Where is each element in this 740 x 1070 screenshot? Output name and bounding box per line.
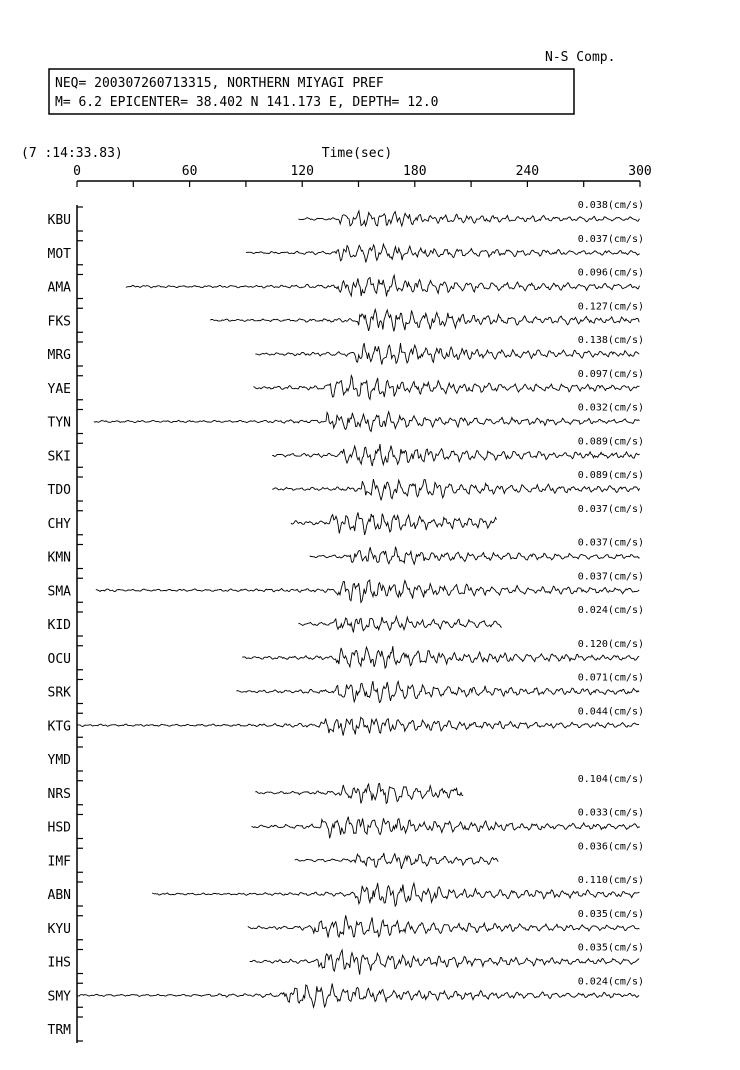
amplitude-label: 0.035(cm/s) [577,908,644,920]
trace-nrs [48,774,644,805]
station-label: NRS [47,786,71,802]
trace-hsd [48,808,644,839]
waveform [252,817,640,839]
trace-srk [48,673,644,704]
trace-kyu [48,909,644,940]
station-label: TRM [47,1023,71,1038]
trace-kmn [48,538,644,569]
waveform [94,412,640,432]
component-label: N-S Comp. [545,50,616,65]
trace-abn [48,875,644,906]
time-axis [73,164,652,1043]
trace-tyn [48,403,644,434]
station-label: KID [47,618,71,633]
x-axis-label: Time(sec) [321,146,393,161]
waveform [250,950,639,975]
trace-ihs [48,943,644,975]
x-tick-label: 240 [515,164,540,179]
station-label: YMD [47,753,71,768]
amplitude-label: 0.089(cm/s) [577,470,644,481]
amplitude-label: 0.071(cm/s) [577,672,644,684]
waveform [246,244,640,262]
x-tick-label: 300 [628,164,652,179]
station-label: HSD [47,820,71,836]
trace-sma [48,571,644,602]
trace-fks [48,301,644,332]
amplitude-label: 0.037(cm/s) [577,571,644,583]
station-label: IHS [47,955,71,971]
waveform [298,211,639,226]
x-tick-label: 120 [290,164,314,179]
trace-smy [48,976,644,1007]
amplitude-label: 0.024(cm/s) [577,605,644,616]
amplitude-label: 0.037(cm/s) [577,503,644,515]
waveform [298,616,502,632]
amplitude-label: 0.138(cm/s) [577,335,644,346]
station-label: AMA [47,280,71,296]
station-label: SKI [47,449,71,465]
station-label: MOT [47,246,71,262]
trace-mot [48,234,644,265]
waveform [96,580,639,602]
amplitude-label: 0.127(cm/s) [577,301,644,313]
station-label: KTG [47,719,71,735]
trace-kbu [48,200,644,231]
amplitude-label: 0.024(cm/s) [577,976,644,988]
amplitude-label: 0.110(cm/s) [577,875,644,886]
station-label: IMF [47,854,71,870]
trace-ski [48,436,644,467]
waveform [295,853,499,869]
header-line-2: M= 6.2 EPICENTER= 38.402 N 141.173 E, DEPTH= 12.0 [55,95,439,110]
waveform [291,512,497,535]
trace-imf [48,841,644,872]
x-tick-label: 0 [73,164,81,179]
station-label: SMY [47,989,71,1005]
x-tick-label: 180 [403,164,427,179]
waveform [126,275,640,296]
amplitude-label: 0.037(cm/s) [577,537,644,549]
waveform [272,479,639,500]
station-label: FKS [47,314,71,330]
amplitude-label: 0.104(cm/s) [577,773,644,785]
trace-kid [48,605,644,636]
waveform [210,310,639,332]
trace-group [48,200,644,1041]
trace-ktg [48,706,644,737]
station-label: OCU [47,651,71,667]
station-label: CHY [47,516,71,532]
station-label: SMA [47,584,71,600]
station-label: TDO [47,483,71,498]
waveform [77,717,639,735]
trace-yae [48,369,644,400]
waveform [152,883,639,906]
waveform [255,784,463,804]
amplitude-label: 0.033(cm/s) [577,807,644,819]
station-label: MRG [47,348,71,363]
waveform [310,547,640,565]
trace-ama [48,268,644,299]
station-label: SRK [47,685,71,701]
station-label: ABN [47,888,71,903]
station-label: KBU [47,213,71,228]
header-line-1: NEQ= 200307260713315, NORTHERN MIYAGI PREF [55,76,384,91]
trace-ocu [48,639,644,670]
waveform [272,444,639,466]
station-label: TYN [47,415,71,431]
amplitude-label: 0.035(cm/s) [577,942,644,954]
amplitude-label: 0.036(cm/s) [577,841,644,853]
amplitude-label: 0.120(cm/s) [577,638,644,650]
waveform [77,983,639,1007]
amplitude-label: 0.044(cm/s) [577,706,644,718]
waveform [237,681,640,702]
amplitude-label: 0.032(cm/s) [577,402,644,414]
trace-tdo [48,470,644,501]
waveform [255,343,639,364]
trace-mrg [48,335,644,366]
amplitude-label: 0.037(cm/s) [577,233,644,245]
station-label: YAE [47,381,71,397]
amplitude-label: 0.038(cm/s) [577,200,644,211]
trace-chy [48,504,644,535]
station-label: KYU [47,921,71,937]
time-origin-label: (7 :14:33.83) [21,146,123,161]
amplitude-label: 0.097(cm/s) [577,368,644,380]
amplitude-label: 0.089(cm/s) [577,436,644,448]
x-tick-label: 60 [181,164,198,179]
amplitude-label: 0.096(cm/s) [577,267,644,279]
station-label: KMN [47,550,71,566]
